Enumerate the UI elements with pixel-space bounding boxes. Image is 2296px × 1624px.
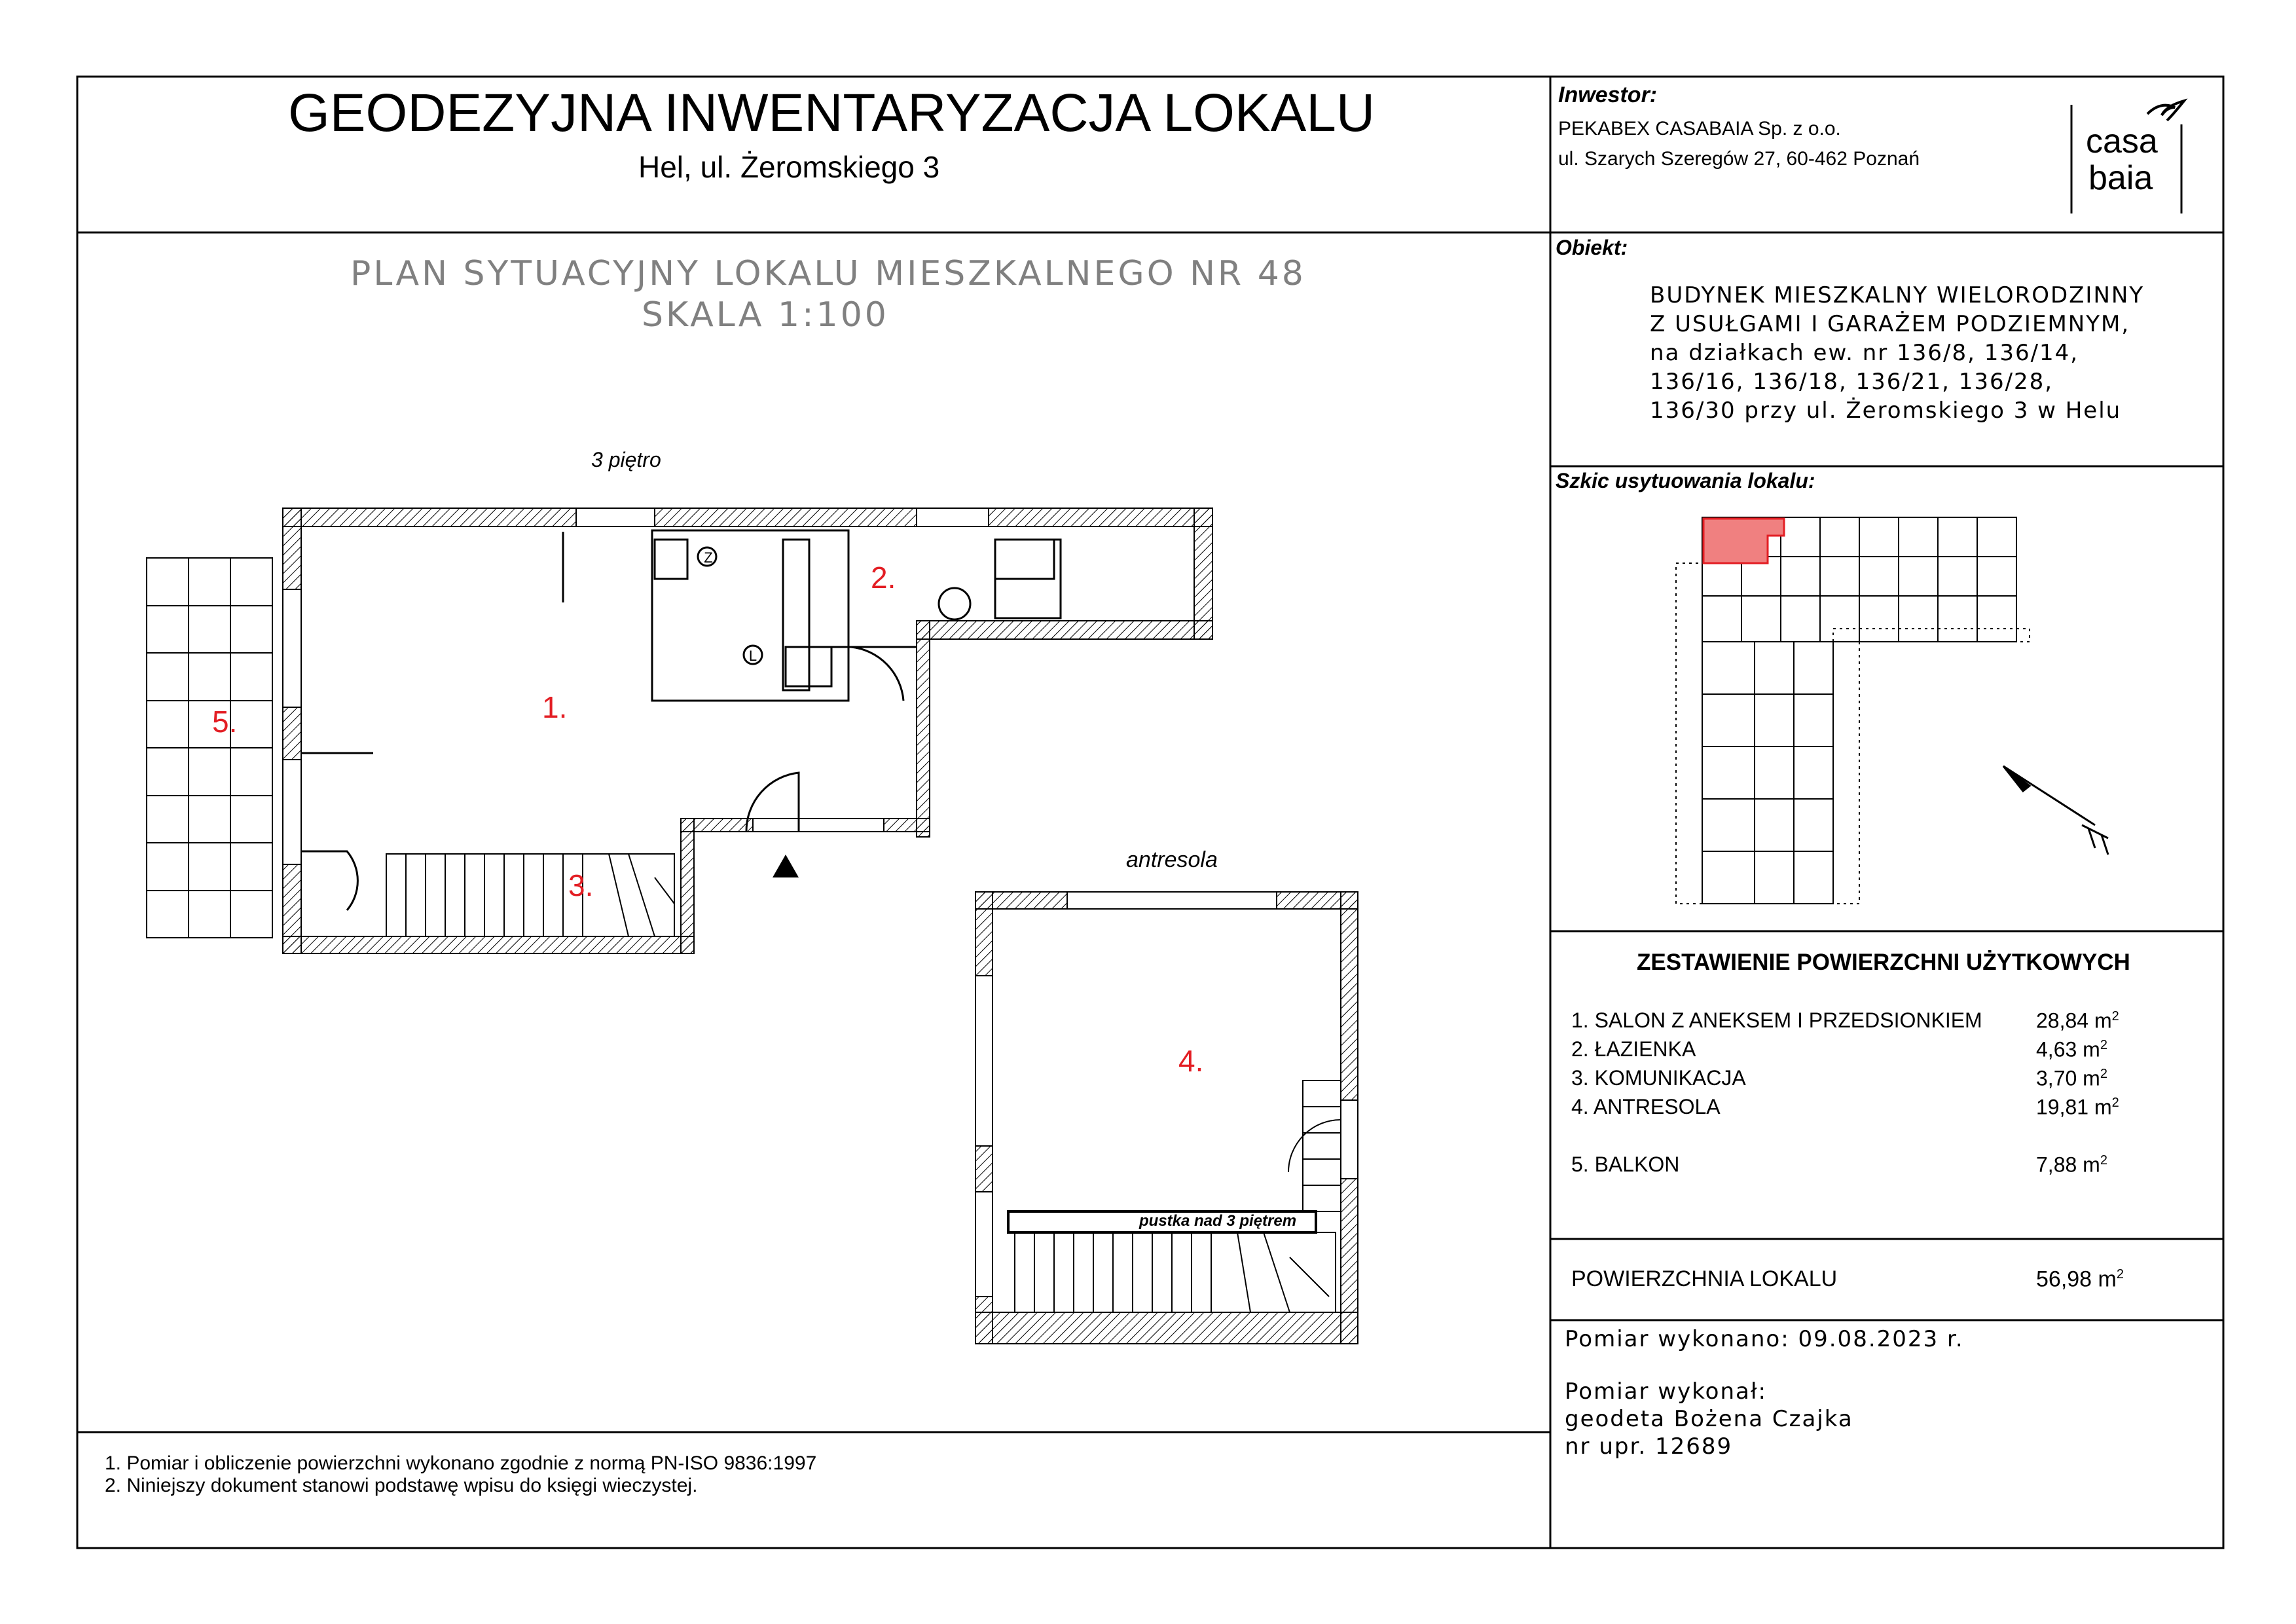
note-1: 1. Pomiar i obliczenie powierzchni wykonano zgodnie z normą PN-ISO 9836:1997 [105,1452,817,1474]
total-area [2036,1268,2124,1290]
mezzanine-walls [975,892,1358,1344]
balcony [147,558,272,938]
summary-item-3-name: 3. KOMUNIKACJA [1571,1066,1746,1090]
summary-item-1-name: 1. SALON Z ANEKSEM I PRZEDSIONKIEM [1571,1008,1982,1032]
object-line-5: 136/30 przy ul. Żeromskiego 3 w Helu [1650,397,2122,424]
entrance-marker [773,855,799,877]
casabaia-logo [2069,98,2193,216]
north-arrow [2003,766,2108,855]
floor-label: 3 piętro [591,448,661,471]
measurement-by-label: Pomiar wykonał: [1565,1378,1767,1405]
summary-item-2-sup: 2 [2100,1038,2107,1052]
object-line-1: BUDYNEK MIESZKALNY WIELORODZINNY [1650,282,2145,308]
summary-item-2-area [2036,1039,2107,1060]
summary-item-4-name: 4. ANTRESOLA [1571,1095,1721,1118]
void-label: pustka nad 3 piętrem [1139,1212,1297,1230]
summary-item-5-name: 5. BALKON [1571,1153,1680,1176]
investor-label: Inwestor: [1558,83,1658,107]
summary-item-5-area [2036,1154,2107,1175]
summary-item-5-sup: 2 [2100,1153,2107,1168]
investor-address: ul. Szarych Szeregów 27, 60-462 Poznań [1558,148,1920,170]
measurement-surveyor: geodeta Bożena Czajka [1565,1406,1853,1432]
room-number-4: 4. [1178,1044,1204,1078]
summary-item-5-value: 7,88 m [2036,1153,2100,1177]
measurement-date: Pomiar wykonano: 09.08.2023 r. [1565,1326,1964,1352]
object-label: Obiekt: [1556,236,1628,259]
summary-item-1-area [2036,1010,2119,1031]
summary-item-1-value: 28,84 m [2036,1008,2112,1033]
summary-item-3-value: 3,70 m [2036,1066,2100,1090]
summary-heading: ZESTAWIENIE POWIERZCHNI UŻYTKOWYCH [1637,950,2130,975]
measurement-license: nr upr. 12689 [1565,1433,1733,1460]
logo-text-casa: casa [2086,122,2158,160]
location-sketch [1558,498,2213,930]
room-number-2: 2. [871,561,896,595]
plan-scale: SKALA 1:100 [642,295,889,335]
object-line-2: Z USUŁGAMI I GARAŻEM PODZIEMNYM, [1650,311,2130,337]
investor-company: PEKABEX CASABAIA Sp. z o.o. [1558,118,1841,139]
summary-item-2-name: 2. ŁAZIENKA [1571,1037,1696,1061]
summary-item-3-sup: 2 [2100,1067,2107,1081]
stairs [386,854,674,936]
mezzanine-label: antresola [1126,847,1218,872]
document-title: GEODEZYJNA INWENTARYZACJA LOKALU [288,83,1376,143]
summary-item-1-sup: 2 [2111,1009,2119,1024]
room-number-5: 5. [212,705,238,739]
symbol-z: Z [704,549,713,566]
total-area-sup: 2 [2116,1267,2124,1282]
plan-title: PLAN SYTUACYJNY LOKALU MIESZKALNEGO NR 48 [350,254,1306,293]
summary-item-4-value: 19,81 m [2036,1095,2112,1119]
object-line-3: na działkach ew. nr 136/8, 136/14, [1650,340,2079,366]
summary-item-4-sup: 2 [2111,1096,2119,1110]
room-number-3: 3. [568,868,594,902]
sketch-label: Szkic usytuowania lokalu: [1556,469,1815,492]
symbol-l: L [748,648,757,664]
logo-text-baia: baia [2088,159,2153,197]
document-address: Hel, ul. Żeromskiego 3 [638,150,940,184]
summary-item-2-value: 4,63 m [2036,1037,2100,1061]
floor-plan-mezzanine [962,877,1421,1375]
room-number-1: 1. [542,690,568,724]
summary-item-3-area [2036,1067,2107,1089]
total-area-value: 56,98 m [2036,1266,2117,1292]
note-2: 2. Niniejszy dokument stanowi podstawę wpisu do księgi wieczystej. [105,1475,698,1496]
object-line-4: 136/16, 136/18, 136/21, 136/28, [1650,369,2054,395]
total-area-label: POWIERZCHNIA LOKALU [1571,1266,1838,1291]
summary-item-4-area [2036,1096,2119,1118]
